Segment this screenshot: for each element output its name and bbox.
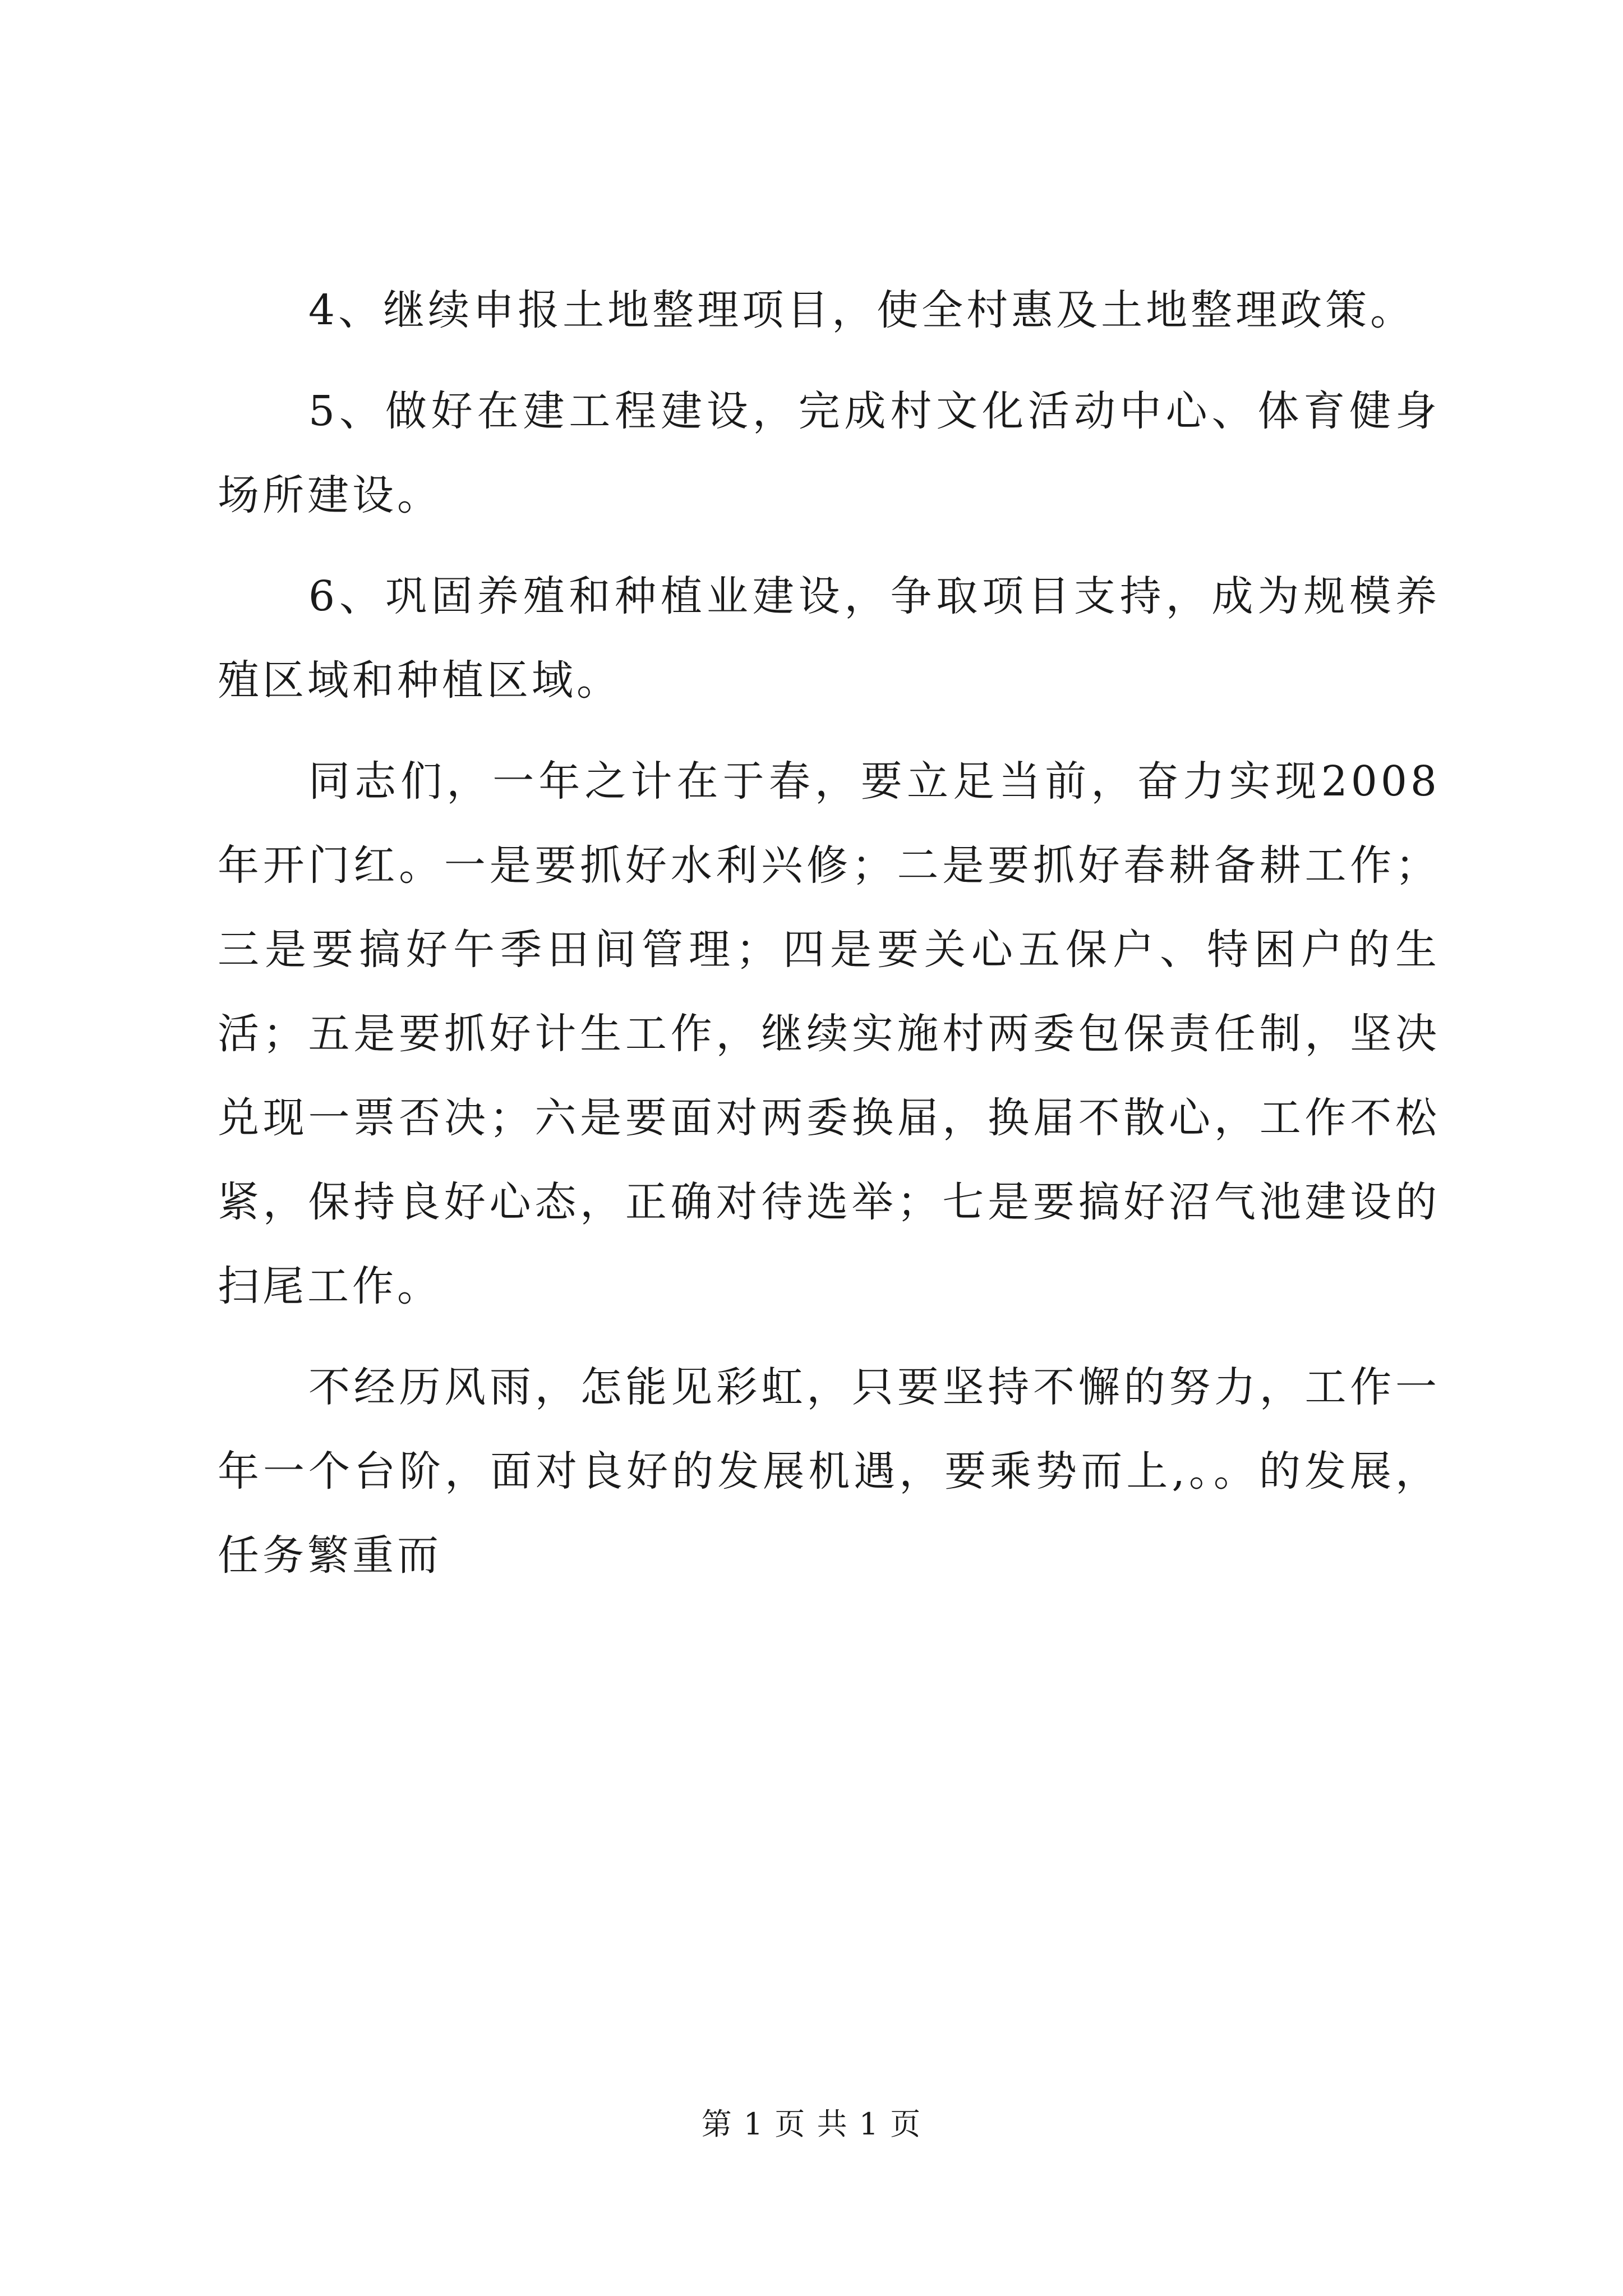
paragraph-closing: 不经历风雨，怎能见彩虹，只要坚持不懈的努力，工作一年一个台阶，面对良好的发展机遇，要乘势而上,。。的发展，任务繁重而 <box>218 1363 1440 1580</box>
document-body <box>218 268 1440 1614</box>
paragraph-item-5: 5、做好在建工程建设，完成村文化活动中心、体育健身场所建设。 <box>218 387 1440 519</box>
paragraph-spring-tasks: 同志们，一年之计在于春，要立足当前，奋力实现2008年开门红。一是要抓好水利兴修；二是要抓好春耕备耕工作；三是要搞好午季田间管理；四是要关心五保户、特困户的生活；五是要抓好计生工作，继续实施村两委包保责任制，坚决兑现一票否决；六是要面对两委换届，换届不散心，工作不松紧，保持良好心态，正确对待选举；七是要搞好沼气池建设的扫尾工作。 <box>218 757 1440 1310</box>
page-number-footer: 第 1 页 共 1 页 <box>701 2106 922 2142</box>
paragraph-item-4: 4、继续申报土地整理项目，使全村惠及土地整理政策。 <box>308 286 1415 334</box>
paragraph-item-6: 6、巩固养殖和种植业建设，争取项目支持，成为规模养殖区域和种植区域。 <box>218 572 1440 705</box>
